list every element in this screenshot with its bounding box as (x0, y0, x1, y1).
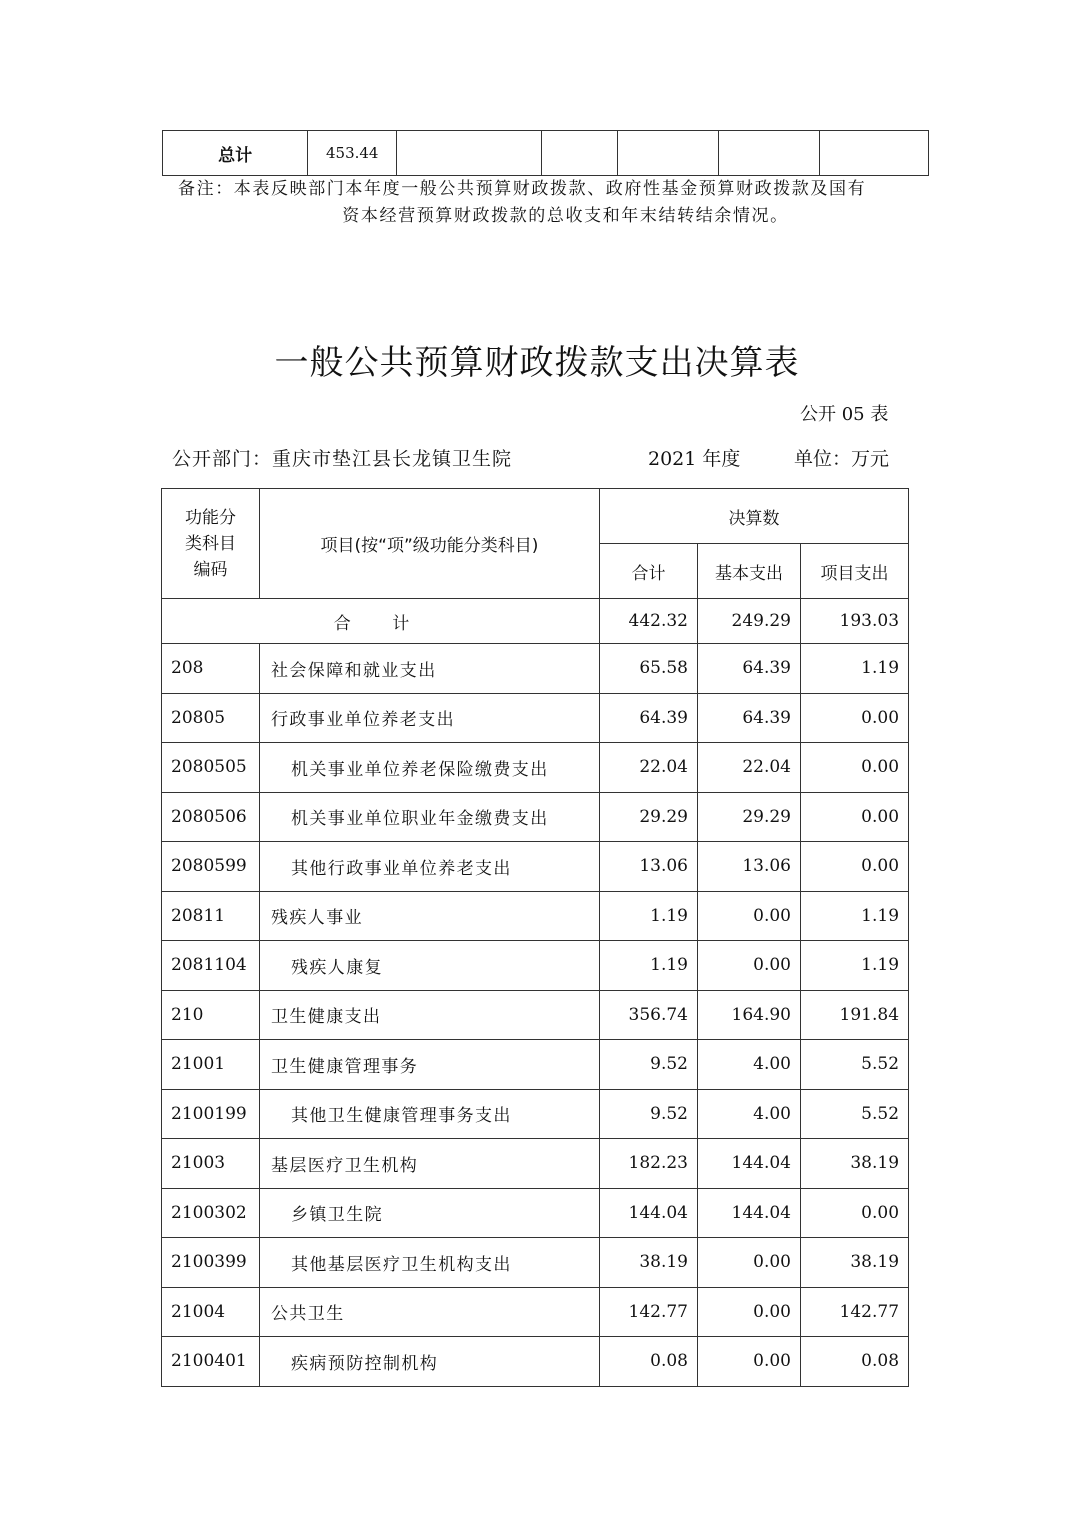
table-row (162, 644, 909, 694)
row-total: 13.06 (600, 842, 698, 892)
header-row-1 (162, 489, 909, 544)
row-total: 182.23 (600, 1139, 698, 1189)
row-name: 行政事业单位养老支出 (260, 693, 600, 743)
grand-total-row (163, 131, 929, 176)
row-basic: 29.29 (698, 792, 801, 842)
fiscal-year: 2021 年度 (648, 448, 741, 470)
row-basic: 0.00 (698, 1238, 801, 1288)
empty-cell (542, 131, 617, 176)
total-row-label: 合 计 (162, 599, 600, 644)
row-code: 20805 (162, 693, 260, 743)
row-project: 0.00 (801, 792, 909, 842)
row-project: 0.00 (801, 693, 909, 743)
table-row (162, 842, 909, 892)
row-name: 其他行政事业单位养老支出 (260, 842, 600, 892)
note-line-1: 备注：本表反映部门本年度一般公共预算财政拨款、政府性基金预算财政拨款及国有 (178, 179, 867, 199)
row-basic: 0.00 (698, 941, 801, 991)
row-total: 142.77 (600, 1287, 698, 1337)
row-total: 22.04 (600, 743, 698, 793)
row-project: 5.52 (801, 1040, 909, 1090)
empty-cell (397, 131, 542, 176)
row-code: 2100399 (162, 1238, 260, 1288)
total-row-project: 193.03 (801, 599, 909, 644)
row-project: 0.08 (801, 1337, 909, 1387)
row-basic: 144.04 (698, 1139, 801, 1189)
table-row (162, 792, 909, 842)
department-label: 公开部门：重庆市垫江县长龙镇卫生院 (172, 448, 513, 470)
total-row-total: 442.32 (600, 599, 698, 644)
row-basic: 164.90 (698, 990, 801, 1040)
row-basic: 4.00 (698, 1089, 801, 1139)
row-code: 2080505 (162, 743, 260, 793)
row-code: 2081104 (162, 941, 260, 991)
page-title: 一般公共预算财政拨款支出决算表 (274, 343, 800, 383)
total-row-basic: 249.29 (698, 599, 801, 644)
empty-cell (718, 131, 819, 176)
row-basic: 0.00 (698, 891, 801, 941)
header-code: 功能分类科目编码 (162, 489, 260, 599)
row-total: 38.19 (600, 1238, 698, 1288)
table-row (162, 743, 909, 793)
row-total: 1.19 (600, 941, 698, 991)
row-project: 1.19 (801, 941, 909, 991)
row-code: 2080506 (162, 792, 260, 842)
row-basic: 22.04 (698, 743, 801, 793)
row-total: 1.19 (600, 891, 698, 941)
empty-cell (819, 131, 928, 176)
row-code: 2100401 (162, 1337, 260, 1387)
row-project: 5.52 (801, 1089, 909, 1139)
row-project: 142.77 (801, 1287, 909, 1337)
row-code: 208 (162, 644, 260, 694)
table-row (162, 1040, 909, 1090)
expenditure-table (161, 488, 909, 1387)
row-total: 65.58 (600, 644, 698, 694)
row-name: 残疾人事业 (260, 891, 600, 941)
row-code: 2100199 (162, 1089, 260, 1139)
row-name: 机关事业单位养老保险缴费支出 (260, 743, 600, 793)
row-name: 社会保障和就业支出 (260, 644, 600, 694)
previous-table-fragment (162, 130, 929, 176)
row-total: 356.74 (600, 990, 698, 1040)
row-name: 疾病预防控制机构 (260, 1337, 600, 1387)
grand-total-value: 453.44 (308, 131, 397, 176)
note-line-2: 资本经营预算财政拨款的总收支和年末结转结余情况。 (342, 206, 789, 226)
row-total: 144.04 (600, 1188, 698, 1238)
row-total: 9.52 (600, 1089, 698, 1139)
row-total: 0.08 (600, 1337, 698, 1387)
row-name: 其他卫生健康管理事务支出 (260, 1089, 600, 1139)
grand-total-label: 总计 (163, 131, 308, 176)
table-row (162, 1139, 909, 1189)
header-project: 项目支出 (801, 544, 909, 599)
row-project: 191.84 (801, 990, 909, 1040)
row-name: 机关事业单位职业年金缴费支出 (260, 792, 600, 842)
row-name: 乡镇卫生院 (260, 1188, 600, 1238)
row-total: 29.29 (600, 792, 698, 842)
table-row (162, 891, 909, 941)
table-row (162, 1089, 909, 1139)
row-project: 0.00 (801, 1188, 909, 1238)
table-note (162, 176, 929, 230)
table-row (162, 1238, 909, 1288)
row-total: 9.52 (600, 1040, 698, 1090)
row-basic: 64.39 (698, 644, 801, 694)
row-project: 0.00 (801, 842, 909, 892)
row-name: 其他基层医疗卫生机构支出 (260, 1238, 600, 1288)
table-row (162, 1337, 909, 1387)
row-code: 20811 (162, 891, 260, 941)
row-basic: 144.04 (698, 1188, 801, 1238)
table-row (162, 1188, 909, 1238)
row-name: 残疾人康复 (260, 941, 600, 991)
row-project: 1.19 (801, 644, 909, 694)
header-item: 项目(按“项”级功能分类科目) (260, 489, 600, 599)
header-basic: 基本支出 (698, 544, 801, 599)
table-row (162, 693, 909, 743)
table-row (162, 1287, 909, 1337)
total-row (162, 599, 909, 644)
row-basic: 0.00 (698, 1287, 801, 1337)
row-project: 0.00 (801, 743, 909, 793)
row-project: 38.19 (801, 1238, 909, 1288)
table-number: 公开 05 表 (800, 404, 889, 425)
row-name: 公共卫生 (260, 1287, 600, 1337)
row-code: 21004 (162, 1287, 260, 1337)
header-group: 决算数 (600, 489, 909, 544)
row-basic: 13.06 (698, 842, 801, 892)
unit-label: 单位：万元 (794, 448, 890, 470)
row-total: 64.39 (600, 693, 698, 743)
row-basic: 0.00 (698, 1337, 801, 1387)
table-row (162, 941, 909, 991)
table-row (162, 990, 909, 1040)
row-code: 21001 (162, 1040, 260, 1090)
empty-cell (617, 131, 718, 176)
header-total: 合计 (600, 544, 698, 599)
row-name: 卫生健康管理事务 (260, 1040, 600, 1090)
row-basic: 4.00 (698, 1040, 801, 1090)
row-code: 2080599 (162, 842, 260, 892)
row-code: 210 (162, 990, 260, 1040)
row-code: 2100302 (162, 1188, 260, 1238)
row-basic: 64.39 (698, 693, 801, 743)
row-project: 1.19 (801, 891, 909, 941)
row-code: 21003 (162, 1139, 260, 1189)
row-name: 基层医疗卫生机构 (260, 1139, 600, 1189)
row-name: 卫生健康支出 (260, 990, 600, 1040)
row-project: 38.19 (801, 1139, 909, 1189)
